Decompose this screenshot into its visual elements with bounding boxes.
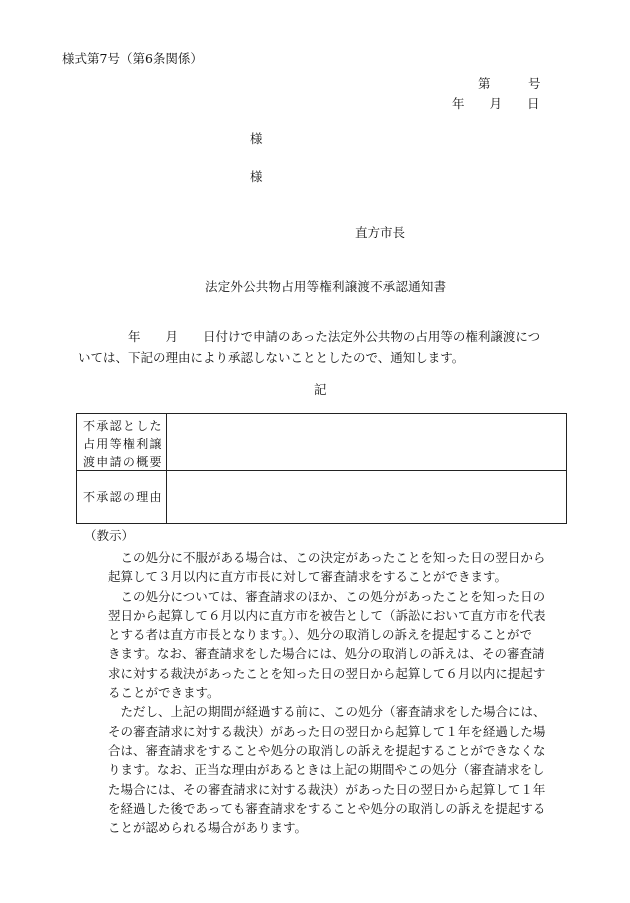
instruction-line: ただし、上記の期間が経過する前に、この処分（審査請求をした場合には、 xyxy=(108,704,546,720)
instruction-line: この処分については、審査請求のほか、この処分があったことを知った日の xyxy=(108,588,546,604)
row-label-line: 占用等権利譲 xyxy=(83,437,163,451)
details-table xyxy=(76,413,567,524)
instruction-line: とする者は直方市長となります。）、処分の取消しの訴えを提起することがで xyxy=(108,627,533,643)
instruction-line: 起算して３月以内に直方市長に対して審査請求をすることができます。 xyxy=(108,569,508,585)
notice-body-line: 年 月 日付けで申請のあった法定外公共物の占用等の権利譲渡につ xyxy=(78,329,541,344)
addressee-1: 様 xyxy=(250,131,263,146)
document-number: 第 号 xyxy=(478,76,541,91)
instruction-body xyxy=(108,548,568,837)
instruction-line: その審査請求に対する裁決）があった日の翌日から起算して１年を経過した場 xyxy=(108,723,546,739)
instruction-line: この処分に不服がある場合は、この決定があったことを知った日の翌日から xyxy=(108,550,546,565)
row-label-application-summary xyxy=(77,414,167,470)
notice-body xyxy=(78,326,566,368)
row-value-application-summary xyxy=(167,414,566,470)
notice-body-line: いては、下記の理由により承認しないこととしたので、通知します。 xyxy=(78,350,465,365)
instruction-line: ります。なお、正当な理由があるときは上記の期間やこの処分（審査請求をし xyxy=(108,762,545,778)
document-title: 法定外公共物占用等権利譲渡不承認通知書 xyxy=(205,279,447,294)
row-label-rejection-reason xyxy=(77,471,167,523)
addressee-2: 様 xyxy=(250,169,263,184)
row-label-line: 不承認とした xyxy=(83,419,163,433)
instruction-line: を経過した後であっても審査請求をすることや処分の取消しの訴えを提起する xyxy=(108,800,546,816)
row-value-rejection-reason xyxy=(167,471,566,523)
row-label-line: 不承認の理由 xyxy=(83,490,163,504)
row-label-line: 渡申請の概要 xyxy=(83,455,163,469)
instruction-line: 翌日から起算して６月以内に直方市を被告として（訴訟において直方市を代表 xyxy=(108,607,546,623)
issue-date: 年 月 日 xyxy=(452,96,540,111)
table-row xyxy=(77,414,566,471)
sender-mayor: 直方市長 xyxy=(355,225,406,240)
instruction-line: 合は、審査請求をすることや処分の取消しの訴えを提起することができなくな xyxy=(108,742,546,758)
ki-marker: 記 xyxy=(314,382,327,397)
instruction-heading: （教示） xyxy=(84,528,135,543)
form-id: 様式第7号（第6条関係） xyxy=(62,51,203,66)
instruction-line: ことが認められる場合があります。 xyxy=(108,820,308,836)
table-row xyxy=(77,471,566,523)
instruction-line: た場合には、その審査請求に対する裁決）があった日の翌日から起算して１年 xyxy=(108,781,546,797)
instruction-line: きます。なお、審査請求をした場合には、処分の取消しの訴えは、その審査請 xyxy=(108,646,545,662)
instruction-line: ることができます。 xyxy=(108,685,220,701)
instruction-line: 求に対する裁決があったことを知った日の翌日から起算して６月以内に提起す xyxy=(108,665,546,681)
